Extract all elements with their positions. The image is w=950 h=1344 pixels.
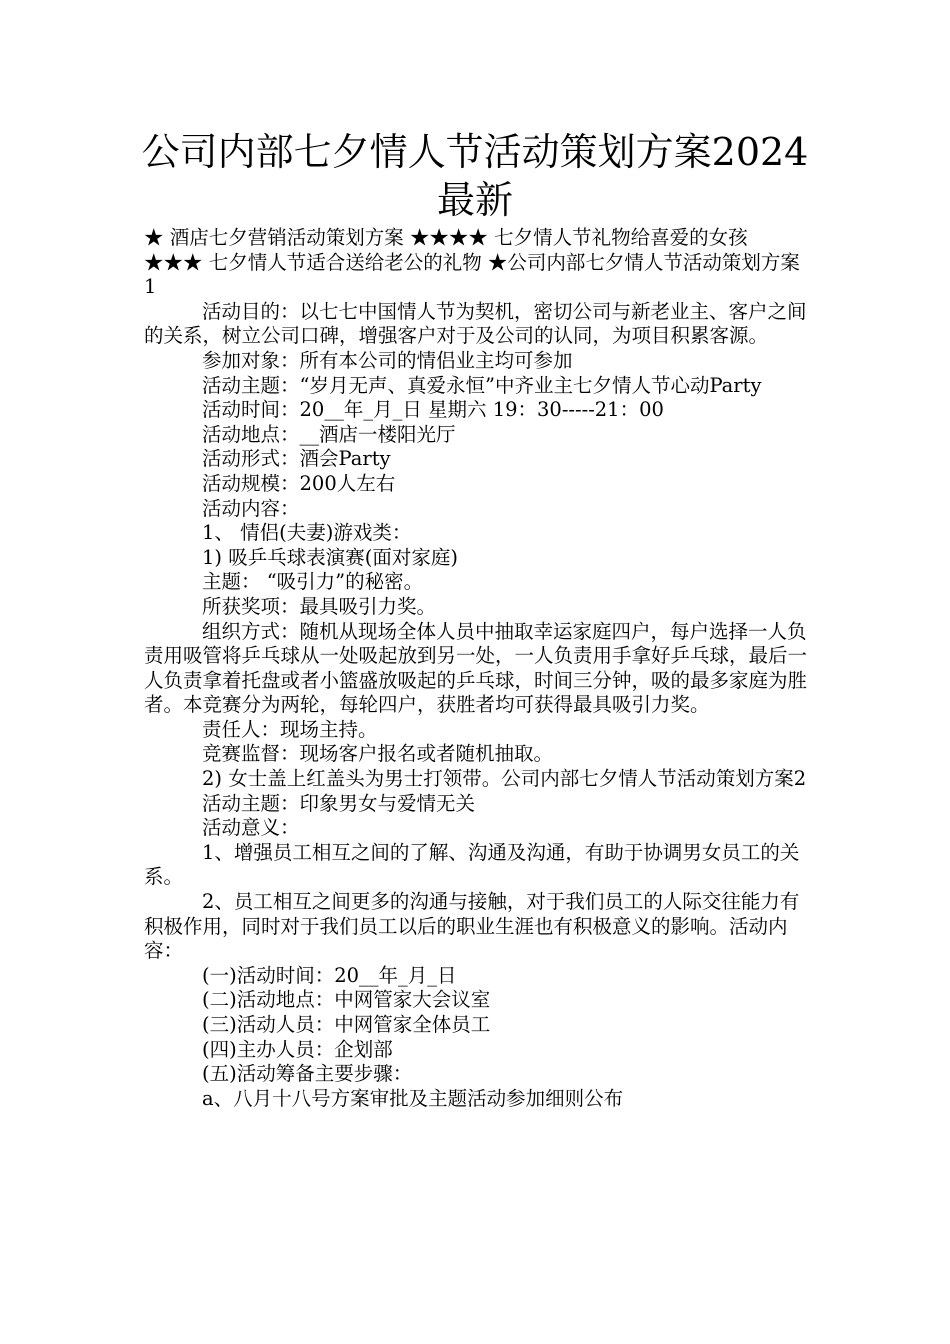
paragraph: 活动形式：酒会Party <box>202 447 391 471</box>
paragraph: 活动地点：__酒店一楼阳光厅 <box>202 422 456 446</box>
paragraph: 2) 女士盖上红盖头为男士打领带。公司内部七夕情人节活动策划方案2 <box>202 767 807 791</box>
paragraph: 1、增强员工相互之间的了解、沟通及沟通，有助于协调男女员工的关系。 <box>144 840 800 889</box>
paragraph: 活动内容： <box>202 496 300 520</box>
paragraph: 主题： “吸引力”的秘密。 <box>202 570 424 594</box>
paragraph: 活动主题：“岁月无声、真爱永恒”中齐业主七夕情人节心动Party <box>202 373 762 397</box>
paragraph: 活动主题：印象男女与爱情无关 <box>202 791 476 815</box>
paragraph: (五)活动筹备主要步骤： <box>202 1062 413 1086</box>
paragraph: 竞赛监督：现场客户报名或者随机抽取。 <box>202 742 554 766</box>
paragraph: a、八月十八号方案审批及主题活动参加细则公布 <box>202 1086 624 1110</box>
paragraph: ★ 酒店七夕营销活动策划方案 ★★★★ 七夕情人节礼物给喜爱的女孩 ★★★ 七夕情人节适合送给老公的礼物 ★公司内部七夕情人节活动策划方案1 <box>144 226 800 299</box>
paragraph: 参加对象：所有本公司的情侣业主均可参加 <box>202 348 573 372</box>
paragraph: (二)活动地点：中网管家大会议室 <box>202 988 491 1012</box>
paragraph: 所获奖项：最具吸引力奖。 <box>202 594 437 618</box>
paragraph: 活动时间：20__年_月_日 星期六 19：30-----21：00 <box>202 398 664 422</box>
paragraph: 活动规模：200人左右 <box>202 471 396 495</box>
paragraph: (四)主办人员：企划部 <box>202 1037 393 1061</box>
document-body <box>144 226 808 1111</box>
paragraph: (一)活动时间：20__年_月_日 <box>202 963 457 987</box>
paragraph: 1) 吸乒乓球表演赛(面对家庭) <box>202 545 458 569</box>
paragraph: 1、 情侣(夫妻)游戏类： <box>202 521 412 545</box>
paragraph: 活动目的：以七七中国情人节为契机，密切公司与新老业主、客户之间的关系，树立公司口碑，增强客户对于及公司的认同，为项目积累客源。 <box>144 299 807 348</box>
paragraph: 2、员工相互之间更多的沟通与接触，对于我们员工的人际交往能力有积极作用，同时对于我们员工以后的职业生涯也有积极意义的影响。活动内容： <box>144 890 800 963</box>
paragraph: (三)活动人员：中网管家全体员工 <box>202 1013 491 1036</box>
document-title: 公司内部七夕情人节活动策划方案2024最新 <box>141 130 809 222</box>
paragraph: 活动意义： <box>202 816 300 840</box>
paragraph: 组织方式：随机从现场全体人员中抽取幸运家庭四户，每户选择一人负责用吸管将乒乓球从一处吸起放到另一处，一人负责用手拿好乒乓球，最后一人负责拿着托盘或者小篮盛放吸起的乒乓球，时间三分钟，吸的最多家庭为胜者。本竞赛分为两轮，每轮四户，获胜者均可获得最具吸引力奖。 <box>144 619 808 717</box>
paragraph: 责任人：现场主持。 <box>202 717 378 741</box>
